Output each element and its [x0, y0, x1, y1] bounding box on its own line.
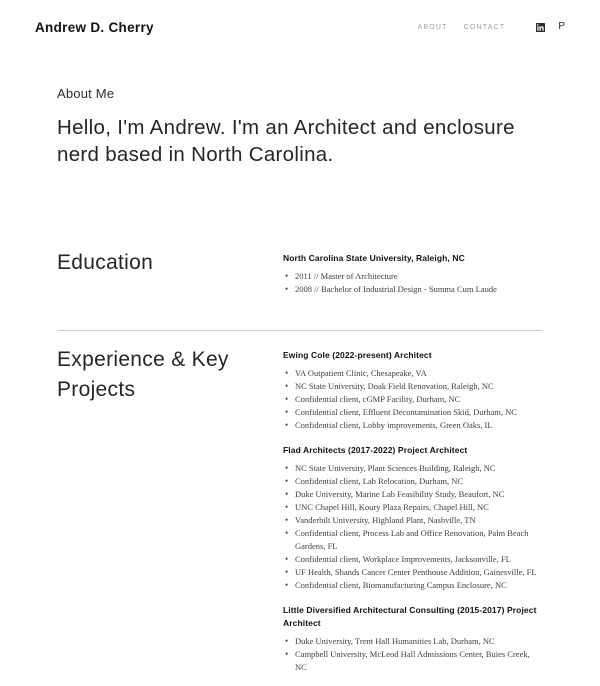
entry-heading: Flad Architects (2017-2022) Project Architect: [283, 445, 468, 455]
site-title[interactable]: Andrew D. Cherry: [35, 19, 154, 35]
list-item: • UF Health, Shands Cancer Center Penthouse Addition, Gainesville, FL: [283, 566, 543, 579]
list-item: • Confidential client, cGMP Facility, Durham, NC: [283, 393, 543, 406]
social-icon-group: [523, 22, 565, 32]
list-item: • Duke University, Trent Hall Humanities Lab, Durham, NC: [283, 635, 543, 648]
section-title: Education: [57, 251, 154, 274]
list-item: • 2008 // Bachelor of Industrial Design - Summa Cum Laude: [283, 283, 543, 296]
resume-entry: [283, 252, 543, 296]
list-item: • Confidential client, Biomanufacturing Campus Enclosure, NC: [283, 579, 543, 592]
list-item: • VA Outpatient Clinic, Chesapeake, VA: [283, 367, 543, 380]
page-content: [0, 86, 600, 686]
list-item: • Confidential client, Process Lab and Office Renovation, Palm Beach Gardens, FL: [283, 527, 543, 553]
section-row: [57, 248, 543, 308]
list-item: • UNC Chapel Hill, Koury Plaza Repairs, Chapel Hill, NC: [283, 501, 543, 514]
resume-entry: [283, 604, 543, 674]
section-body: [283, 345, 543, 686]
section-title: Experience & Key Projects: [57, 348, 229, 401]
top-nav: [401, 22, 565, 32]
resume-section: [57, 248, 543, 308]
entry-heading: North Carolina State University, Raleigh, NC: [283, 253, 465, 263]
nav-link-about[interactable]: ABOUT: [417, 23, 448, 31]
about-label: About Me: [57, 86, 115, 101]
about-section: [57, 86, 543, 168]
section-row: [57, 331, 543, 686]
entry-list: [283, 462, 543, 592]
list-item: • NC State University, Doak Field Renovation, Raleigh, NC: [283, 380, 543, 393]
list-item: • Vanderbilt University, Highland Plant, Nashville, TN: [283, 514, 543, 527]
intro-text: Hello, I'm Andrew. I'm an Architect and enclosure nerd based in North Carolina.: [57, 116, 515, 166]
linkedin-icon[interactable]: [536, 23, 545, 32]
list-item: • Confidential client, Effluent Decontamination Skid, Durham, NC: [283, 406, 543, 419]
entry-list: [283, 635, 543, 674]
resume-sections: [57, 248, 543, 686]
list-item: • Confidential client, Lab Relocation, Durham, NC: [283, 475, 543, 488]
entry-list: [283, 367, 543, 432]
resume-section: [57, 330, 543, 686]
pinterest-icon[interactable]: P: [558, 21, 565, 32]
list-item: • Campbell University, McLeod Hall Admissions Center, Buies Creek, NC: [283, 648, 543, 674]
list-item: • NC State University, Plant Sciences Building, Raleigh, NC: [283, 462, 543, 475]
entry-heading: Ewing Cole (2022-present) Architect: [283, 350, 432, 360]
resume-entry: [283, 444, 543, 592]
list-item: • Duke University, Marine Lab Feasibility Study, Beaufort, NC: [283, 488, 543, 501]
entry-heading: Little Diversified Architectural Consulting (2015-2017) Project Architect: [283, 605, 537, 628]
nav-link-contact[interactable]: CONTACT: [463, 23, 506, 31]
resume-entry: [283, 349, 543, 432]
list-item: • Confidential client, Workplace Improvements, Jacksonville, FL: [283, 553, 543, 566]
entry-list: [283, 270, 543, 296]
site-header: [0, 0, 600, 38]
list-item: • 2011 // Master of Architecture: [283, 270, 543, 283]
list-item: • Confidential client, Lobby improvements, Green Oaks, IL: [283, 419, 543, 432]
section-body: [283, 248, 543, 308]
